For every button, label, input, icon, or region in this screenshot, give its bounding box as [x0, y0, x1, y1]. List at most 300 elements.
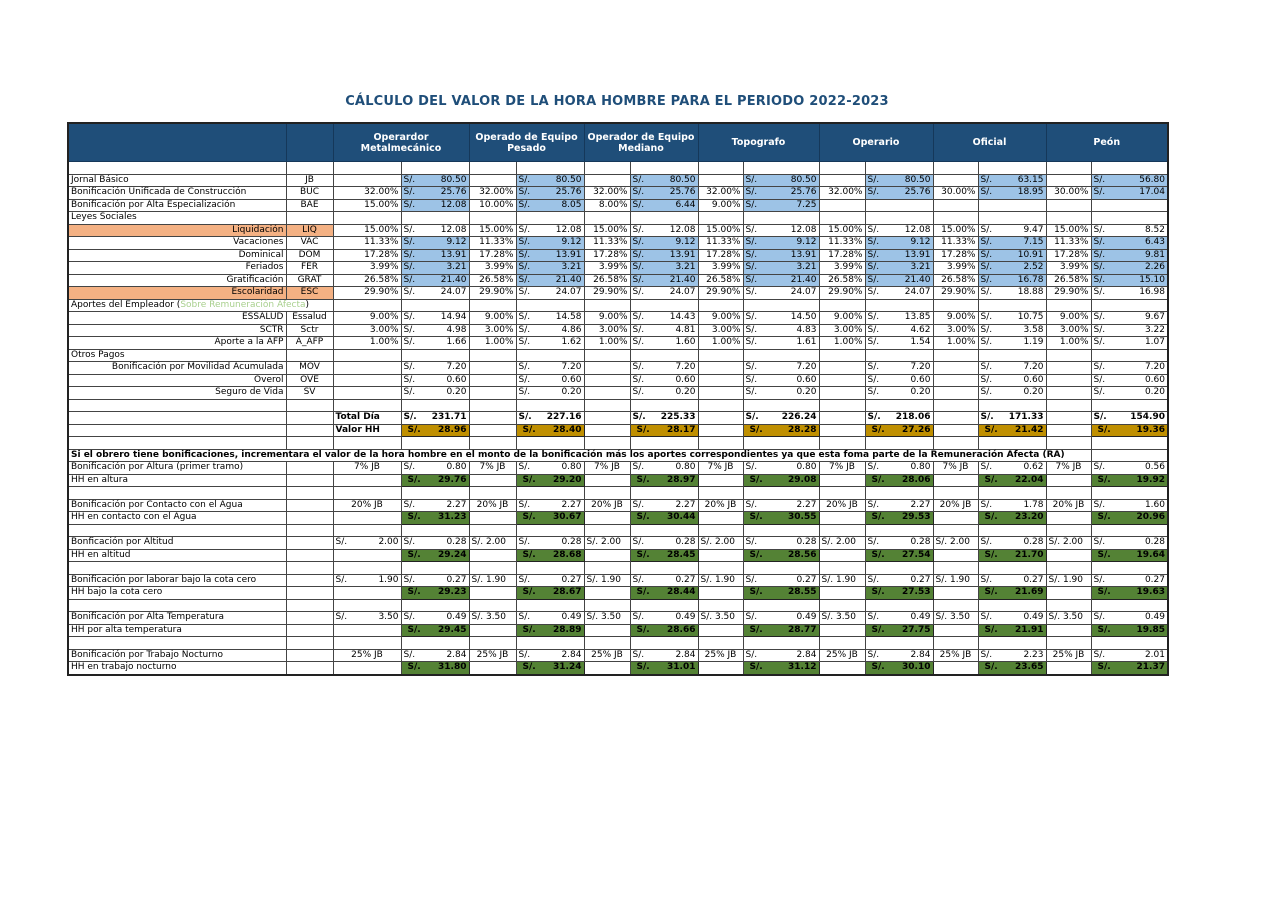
value-cell[interactable] [978, 224, 1046, 237]
value-cell[interactable] [630, 499, 698, 512]
value-cell[interactable] [630, 374, 698, 387]
bonus-rate-cell[interactable]: S/. 1.90 [933, 574, 978, 587]
value-cell[interactable] [630, 462, 698, 475]
value-cell[interactable] [516, 362, 584, 375]
percent-cell[interactable] [1046, 387, 1091, 400]
percent-cell[interactable]: 26.58% [1046, 274, 1091, 287]
percent-cell[interactable]: 11.33% [1046, 237, 1091, 250]
percent-cell[interactable]: 1.00% [469, 337, 516, 350]
value-cell[interactable] [743, 612, 819, 625]
total-dia-cell[interactable] [1091, 412, 1168, 425]
percent-cell[interactable] [333, 374, 401, 387]
value-cell[interactable] [743, 237, 819, 250]
value-cell[interactable] [865, 287, 933, 300]
percent-cell[interactable]: 17.28% [933, 249, 978, 262]
percent-cell[interactable]: 3.00% [819, 324, 865, 337]
value-cell[interactable] [401, 499, 469, 512]
percent-cell[interactable]: 26.58% [469, 274, 516, 287]
percent-cell[interactable]: 9.00% [819, 312, 865, 325]
percent-cell[interactable]: 9.00% [1046, 312, 1091, 325]
value-cell[interactable] [865, 324, 933, 337]
value-cell[interactable] [401, 462, 469, 475]
percent-cell[interactable] [698, 362, 743, 375]
percent-cell[interactable] [469, 387, 516, 400]
bonus-rate-cell[interactable]: S/. 3.50 [933, 612, 978, 625]
valor-hh-cell[interactable] [978, 424, 1046, 437]
percent-cell[interactable]: 32.00% [584, 187, 630, 200]
bonus-hh-value[interactable] [1091, 587, 1168, 600]
total-dia-cell[interactable] [978, 412, 1046, 425]
value-cell[interactable] [1091, 187, 1168, 200]
value-cell[interactable] [978, 174, 1046, 187]
value-cell[interactable] [978, 312, 1046, 325]
percent-cell[interactable]: 11.33% [584, 237, 630, 250]
value-cell[interactable] [401, 574, 469, 587]
percent-cell[interactable]: 15.00% [1046, 224, 1091, 237]
value-cell[interactable] [743, 274, 819, 287]
percent-cell[interactable]: 1.00% [933, 337, 978, 350]
percent-cell[interactable]: 30.00% [933, 187, 978, 200]
value-cell[interactable] [865, 312, 933, 325]
value-cell[interactable] [1091, 362, 1168, 375]
bonus-hh-value[interactable] [1091, 474, 1168, 487]
percent-cell[interactable] [1046, 362, 1091, 375]
percent-cell[interactable]: 3.99% [1046, 262, 1091, 275]
value-cell[interactable] [401, 312, 469, 325]
percent-cell[interactable]: 26.58% [333, 274, 401, 287]
percent-cell[interactable]: 15.00% [933, 224, 978, 237]
percent-cell[interactable]: 3.99% [333, 262, 401, 275]
valor-hh-cell[interactable] [743, 424, 819, 437]
bonus-hh-value[interactable] [743, 624, 819, 637]
bonus-rate-cell[interactable]: 25% JB [333, 649, 401, 662]
value-cell[interactable] [978, 374, 1046, 387]
value-cell[interactable] [743, 324, 819, 337]
bonus-hh-value[interactable] [516, 587, 584, 600]
bonus-hh-value[interactable] [630, 474, 698, 487]
value-cell[interactable] [1091, 462, 1168, 475]
value-cell[interactable] [516, 462, 584, 475]
total-dia-cell[interactable] [630, 412, 698, 425]
value-cell[interactable] [1091, 262, 1168, 275]
value-cell[interactable] [865, 374, 933, 387]
percent-cell[interactable]: 17.28% [333, 249, 401, 262]
percent-cell[interactable]: 9.00% [584, 312, 630, 325]
value-cell[interactable] [978, 362, 1046, 375]
value-cell[interactable] [978, 574, 1046, 587]
value-cell[interactable] [401, 249, 469, 262]
value-cell[interactable] [978, 287, 1046, 300]
bonus-hh-value[interactable] [1091, 624, 1168, 637]
bonus-hh-value[interactable] [401, 474, 469, 487]
valor-hh-cell[interactable] [516, 424, 584, 437]
bonus-hh-value[interactable] [978, 474, 1046, 487]
bonus-rate-cell[interactable]: S/. 1.90 [1046, 574, 1091, 587]
percent-cell[interactable] [933, 362, 978, 375]
bonus-hh-value[interactable] [978, 549, 1046, 562]
value-cell[interactable] [1091, 387, 1168, 400]
bonus-hh-value[interactable] [978, 512, 1046, 525]
value-cell[interactable] [1091, 537, 1168, 550]
percent-cell[interactable] [819, 387, 865, 400]
value-cell[interactable] [516, 499, 584, 512]
bonus-rate-cell[interactable]: S/. 1.90 [469, 574, 516, 587]
percent-cell[interactable]: 3.00% [584, 324, 630, 337]
percent-cell[interactable]: 3.00% [333, 324, 401, 337]
value-cell[interactable] [743, 174, 819, 187]
value-cell[interactable] [743, 262, 819, 275]
value-cell[interactable] [743, 337, 819, 350]
value-cell[interactable] [516, 199, 584, 212]
value-cell[interactable] [630, 387, 698, 400]
value-cell[interactable] [401, 287, 469, 300]
percent-cell[interactable]: 9.00% [469, 312, 516, 325]
bonus-rate-cell[interactable] [333, 574, 401, 587]
value-cell[interactable] [1091, 287, 1168, 300]
bonus-hh-value[interactable] [630, 662, 698, 675]
value-cell[interactable] [743, 287, 819, 300]
percent-cell[interactable] [584, 374, 630, 387]
value-cell[interactable] [401, 537, 469, 550]
bonus-rate-cell[interactable] [333, 537, 401, 550]
percent-cell[interactable]: 26.58% [933, 274, 978, 287]
bonus-rate-cell[interactable]: 20% JB [819, 499, 865, 512]
value-cell[interactable] [1091, 337, 1168, 350]
percent-cell[interactable]: 3.99% [819, 262, 865, 275]
percent-cell[interactable] [819, 362, 865, 375]
bonus-rate-cell[interactable]: 20% JB [1046, 499, 1091, 512]
value-cell[interactable] [516, 324, 584, 337]
column-header[interactable]: Topografo [698, 123, 819, 162]
value-cell[interactable] [865, 574, 933, 587]
value-cell[interactable] [865, 274, 933, 287]
column-header[interactable]: Operador de Equipo Mediano [584, 123, 698, 162]
percent-cell[interactable]: 3.00% [933, 324, 978, 337]
percent-cell[interactable]: 1.00% [333, 337, 401, 350]
value-cell[interactable] [516, 249, 584, 262]
bonus-rate-cell[interactable]: 20% JB [469, 499, 516, 512]
bonus-rate-cell[interactable]: 20% JB [333, 499, 401, 512]
bonus-rate-cell[interactable]: 25% JB [1046, 649, 1091, 662]
bonus-hh-value[interactable] [865, 474, 933, 487]
bonus-rate-cell[interactable]: 25% JB [698, 649, 743, 662]
value-cell[interactable] [978, 237, 1046, 250]
value-cell[interactable] [401, 199, 469, 212]
bonus-hh-value[interactable] [865, 512, 933, 525]
column-header[interactable]: Operario [819, 123, 933, 162]
percent-cell[interactable]: 3.99% [584, 262, 630, 275]
bonus-hh-value[interactable] [516, 474, 584, 487]
bonus-rate-cell[interactable]: 25% JB [469, 649, 516, 662]
value-cell[interactable] [630, 249, 698, 262]
bonus-rate-cell[interactable]: 7% JB [933, 462, 978, 475]
value-cell[interactable] [865, 262, 933, 275]
value-cell[interactable] [516, 374, 584, 387]
value-cell[interactable] [630, 199, 698, 212]
bonus-rate-cell[interactable]: S/. 2.00 [933, 537, 978, 550]
bonus-hh-value[interactable] [743, 662, 819, 675]
value-cell[interactable] [978, 649, 1046, 662]
bonus-hh-value[interactable] [401, 662, 469, 675]
total-dia-cell[interactable] [401, 412, 469, 425]
bonus-hh-value[interactable] [1091, 662, 1168, 675]
percent-cell[interactable]: 29.90% [819, 287, 865, 300]
percent-cell[interactable]: 17.28% [469, 249, 516, 262]
percent-cell[interactable] [584, 362, 630, 375]
percent-cell[interactable]: 1.00% [584, 337, 630, 350]
percent-cell[interactable]: 11.33% [698, 237, 743, 250]
value-cell[interactable] [743, 387, 819, 400]
percent-cell[interactable]: 10.00% [469, 199, 516, 212]
bonus-rate-cell[interactable]: 7% JB [584, 462, 630, 475]
bonus-rate-cell[interactable]: 7% JB [469, 462, 516, 475]
percent-cell[interactable]: 15.00% [698, 224, 743, 237]
value-cell[interactable] [630, 174, 698, 187]
percent-cell[interactable] [819, 374, 865, 387]
percent-cell[interactable]: 15.00% [333, 224, 401, 237]
value-cell[interactable] [743, 499, 819, 512]
value-cell[interactable] [516, 287, 584, 300]
percent-cell[interactable]: 11.33% [469, 237, 516, 250]
percent-cell[interactable] [469, 362, 516, 375]
value-cell[interactable] [1091, 612, 1168, 625]
value-cell[interactable] [630, 649, 698, 662]
value-cell[interactable] [978, 537, 1046, 550]
bonus-rate-cell[interactable]: 7% JB [698, 462, 743, 475]
bonus-hh-value[interactable] [743, 512, 819, 525]
bonus-rate-cell[interactable]: 20% JB [584, 499, 630, 512]
value-cell[interactable] [1091, 499, 1168, 512]
percent-cell[interactable]: 29.90% [1046, 287, 1091, 300]
bonus-rate-cell[interactable]: S/. 2.00 [698, 537, 743, 550]
percent-cell[interactable]: 29.90% [333, 287, 401, 300]
percent-cell[interactable] [819, 199, 865, 212]
value-cell[interactable] [516, 237, 584, 250]
bonus-hh-value[interactable] [516, 549, 584, 562]
value-cell[interactable] [743, 362, 819, 375]
percent-cell[interactable]: 32.00% [698, 187, 743, 200]
bonus-hh-value[interactable] [630, 587, 698, 600]
value-cell[interactable] [1091, 199, 1168, 212]
value-cell[interactable] [978, 387, 1046, 400]
bonus-rate-cell[interactable]: S/. 2.00 [469, 537, 516, 550]
value-cell[interactable] [978, 262, 1046, 275]
total-dia-cell[interactable] [865, 412, 933, 425]
percent-cell[interactable] [698, 374, 743, 387]
value-cell[interactable] [516, 574, 584, 587]
bonus-hh-value[interactable] [630, 512, 698, 525]
value-cell[interactable] [1091, 249, 1168, 262]
bonus-hh-value[interactable] [978, 662, 1046, 675]
percent-cell[interactable] [933, 387, 978, 400]
bonus-rate-cell[interactable]: S/. 3.50 [819, 612, 865, 625]
value-cell[interactable] [630, 612, 698, 625]
percent-cell[interactable]: 17.28% [584, 249, 630, 262]
bonus-hh-value[interactable] [865, 662, 933, 675]
value-cell[interactable] [978, 612, 1046, 625]
percent-cell[interactable]: 9.00% [333, 312, 401, 325]
bonus-rate-cell[interactable]: 25% JB [933, 649, 978, 662]
percent-cell[interactable]: 32.00% [469, 187, 516, 200]
bonus-rate-cell[interactable]: 7% JB [819, 462, 865, 475]
value-cell[interactable] [401, 374, 469, 387]
percent-cell[interactable] [469, 374, 516, 387]
percent-cell[interactable]: 9.00% [698, 199, 743, 212]
bonus-hh-value[interactable] [1091, 549, 1168, 562]
value-cell[interactable] [401, 274, 469, 287]
column-header[interactable]: Peón [1046, 123, 1168, 162]
value-cell[interactable] [516, 274, 584, 287]
bonus-hh-value[interactable] [401, 587, 469, 600]
bonus-hh-value[interactable] [516, 624, 584, 637]
value-cell[interactable] [865, 612, 933, 625]
percent-cell[interactable]: 17.28% [698, 249, 743, 262]
percent-cell[interactable] [1046, 374, 1091, 387]
total-dia-cell[interactable] [743, 412, 819, 425]
bonus-rate-cell[interactable]: S/. 2.00 [819, 537, 865, 550]
bonus-rate-cell[interactable]: 25% JB [819, 649, 865, 662]
percent-cell[interactable]: 8.00% [584, 199, 630, 212]
bonus-rate-cell[interactable]: S/. 1.90 [698, 574, 743, 587]
value-cell[interactable] [1091, 237, 1168, 250]
value-cell[interactable] [865, 237, 933, 250]
bonus-hh-value[interactable] [401, 624, 469, 637]
value-cell[interactable] [516, 187, 584, 200]
percent-cell[interactable] [933, 199, 978, 212]
value-cell[interactable] [978, 249, 1046, 262]
value-cell[interactable] [516, 337, 584, 350]
percent-cell[interactable]: 3.99% [698, 262, 743, 275]
value-cell[interactable] [743, 312, 819, 325]
percent-cell[interactable] [1046, 199, 1091, 212]
value-cell[interactable] [865, 249, 933, 262]
bonus-hh-value[interactable] [630, 624, 698, 637]
bonus-rate-cell[interactable]: S/. 3.50 [698, 612, 743, 625]
bonus-rate-cell[interactable]: 20% JB [933, 499, 978, 512]
percent-cell[interactable]: 17.28% [1046, 249, 1091, 262]
value-cell[interactable] [401, 324, 469, 337]
value-cell[interactable] [743, 649, 819, 662]
value-cell[interactable] [401, 237, 469, 250]
value-cell[interactable] [978, 187, 1046, 200]
percent-cell[interactable]: 29.90% [469, 287, 516, 300]
value-cell[interactable] [865, 387, 933, 400]
bonus-rate-cell[interactable]: 7% JB [333, 462, 401, 475]
bonus-rate-cell[interactable]: S/. 3.50 [584, 612, 630, 625]
value-cell[interactable] [401, 387, 469, 400]
value-cell[interactable] [865, 187, 933, 200]
bonus-hh-value[interactable] [865, 624, 933, 637]
value-cell[interactable] [743, 249, 819, 262]
bonus-hh-value[interactable] [630, 549, 698, 562]
percent-cell[interactable] [469, 174, 516, 187]
value-cell[interactable] [1091, 174, 1168, 187]
value-cell[interactable] [743, 374, 819, 387]
value-cell[interactable] [865, 649, 933, 662]
value-cell[interactable] [401, 174, 469, 187]
value-cell[interactable] [865, 499, 933, 512]
bonus-hh-value[interactable] [516, 512, 584, 525]
bonus-hh-value[interactable] [978, 587, 1046, 600]
bonus-hh-value[interactable] [401, 549, 469, 562]
bonus-hh-value[interactable] [1091, 512, 1168, 525]
valor-hh-cell[interactable] [1091, 424, 1168, 437]
value-cell[interactable] [630, 537, 698, 550]
percent-cell[interactable]: 26.58% [698, 274, 743, 287]
bonus-rate-cell[interactable] [333, 612, 401, 625]
value-cell[interactable] [401, 224, 469, 237]
value-cell[interactable] [1091, 324, 1168, 337]
percent-cell[interactable] [1046, 174, 1091, 187]
percent-cell[interactable]: 1.00% [819, 337, 865, 350]
bonus-hh-value[interactable] [865, 549, 933, 562]
value-cell[interactable] [1091, 274, 1168, 287]
value-cell[interactable] [978, 274, 1046, 287]
percent-cell[interactable]: 15.00% [584, 224, 630, 237]
value-cell[interactable] [630, 312, 698, 325]
value-cell[interactable] [743, 462, 819, 475]
value-cell[interactable] [401, 187, 469, 200]
value-cell[interactable] [1091, 312, 1168, 325]
value-cell[interactable] [630, 262, 698, 275]
percent-cell[interactable]: 29.90% [584, 287, 630, 300]
value-cell[interactable] [516, 262, 584, 275]
value-cell[interactable] [1091, 224, 1168, 237]
percent-cell[interactable]: 3.00% [469, 324, 516, 337]
value-cell[interactable] [978, 462, 1046, 475]
bonus-rate-cell[interactable]: S/. 1.90 [584, 574, 630, 587]
value-cell[interactable] [743, 187, 819, 200]
total-dia-cell[interactable] [516, 412, 584, 425]
value-cell[interactable] [865, 537, 933, 550]
percent-cell[interactable] [333, 362, 401, 375]
percent-cell[interactable]: 32.00% [333, 187, 401, 200]
percent-cell[interactable]: 1.00% [1046, 337, 1091, 350]
value-cell[interactable] [865, 362, 933, 375]
percent-cell[interactable] [333, 174, 401, 187]
value-cell[interactable] [516, 312, 584, 325]
value-cell[interactable] [1091, 574, 1168, 587]
value-cell[interactable] [516, 174, 584, 187]
percent-cell[interactable]: 1.00% [698, 337, 743, 350]
value-cell[interactable] [743, 224, 819, 237]
percent-cell[interactable]: 30.00% [1046, 187, 1091, 200]
bonus-hh-value[interactable] [978, 624, 1046, 637]
value-cell[interactable] [743, 537, 819, 550]
percent-cell[interactable]: 29.90% [698, 287, 743, 300]
value-cell[interactable] [630, 362, 698, 375]
value-cell[interactable] [401, 362, 469, 375]
value-cell[interactable] [516, 387, 584, 400]
value-cell[interactable] [401, 649, 469, 662]
value-cell[interactable] [865, 462, 933, 475]
value-cell[interactable] [978, 199, 1046, 212]
percent-cell[interactable]: 3.00% [698, 324, 743, 337]
bonus-rate-cell[interactable]: S/. 2.00 [584, 537, 630, 550]
value-cell[interactable] [516, 612, 584, 625]
value-cell[interactable] [516, 224, 584, 237]
value-cell[interactable] [630, 237, 698, 250]
value-cell[interactable] [978, 337, 1046, 350]
bonus-rate-cell[interactable]: 20% JB [698, 499, 743, 512]
bonus-rate-cell[interactable]: S/. 2.00 [1046, 537, 1091, 550]
percent-cell[interactable]: 15.00% [469, 224, 516, 237]
percent-cell[interactable]: 3.00% [1046, 324, 1091, 337]
value-cell[interactable] [865, 174, 933, 187]
value-cell[interactable] [978, 324, 1046, 337]
percent-cell[interactable] [698, 387, 743, 400]
bonus-rate-cell[interactable]: S/. 3.50 [1046, 612, 1091, 625]
